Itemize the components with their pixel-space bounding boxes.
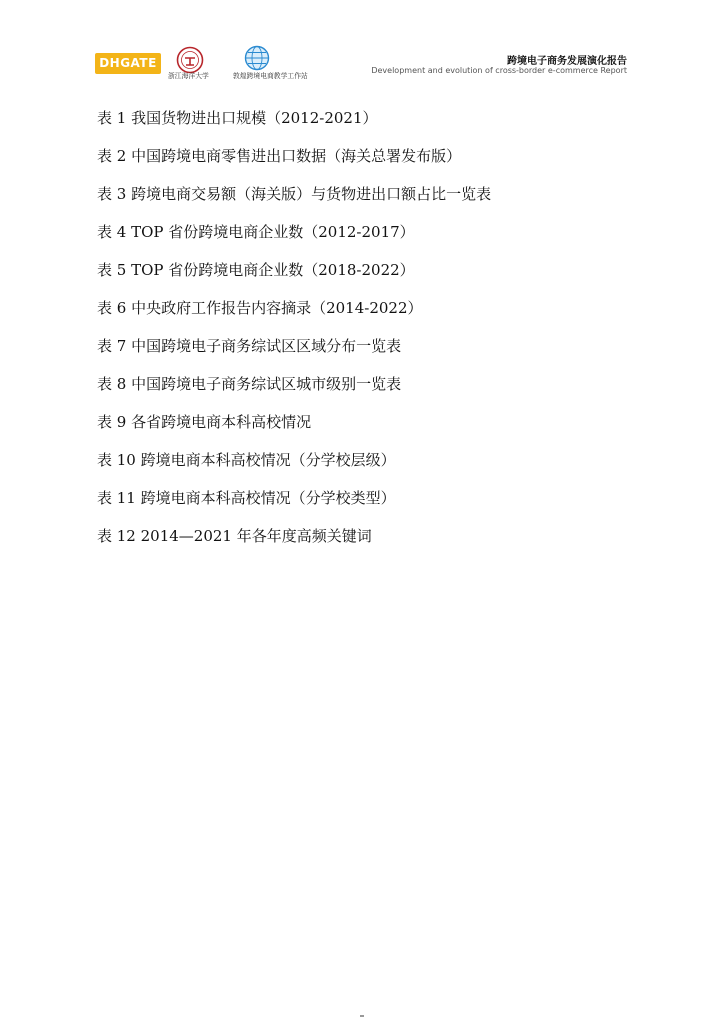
table-list-item: 表 7 中国跨境电子商务综试区区域分布一览表 [97,337,402,355]
table-list-item: 表 6 中央政府工作报告内容摘录（2014-2022） [97,299,423,317]
dhgate-logo-text: DHGATE [99,56,157,70]
institute-caption: 敦煌跨境电商教学工作站 [233,71,308,80]
table-list [97,100,657,556]
table-list-item: 表 11 跨境电商本科高校情况（分学校类型） [97,489,396,507]
page-header [0,0,724,82]
university-caption: 浙江海洋大学 [168,71,209,80]
table-list-item: 表 2 中国跨境电商零售进出口数据（海关总署发布版） [97,147,462,165]
table-list-item: 表 9 各省跨境电商本科高校情况 [97,413,312,431]
table-list-item: 表 4 TOP 省份跨境电商企业数（2012-2017） [97,223,415,241]
table-list-item: 表 12 2014—2021 年各年度高频关键词 [97,527,372,545]
report-title: 跨境电子商务发展演化报告 [507,56,627,67]
table-list-item: 表 5 TOP 省份跨境电商企业数（2018-2022） [97,261,415,279]
globe-logo-icon [244,45,270,71]
table-list-item: 表 8 中国跨境电子商务综试区城市级别一览表 [97,375,402,393]
dhgate-logo [95,53,161,74]
report-subtitle: Development and evolution of cross-border e-commerce Report [371,66,627,75]
table-list-item: 表 10 跨境电商本科高校情况（分学校层级） [97,451,396,469]
table-list-item: 表 3 跨境电商交易额（海关版）与货物进出口额占比一览表 [97,185,492,203]
table-list-item: 表 1 我国货物进出口规模（2012-2021） [97,109,378,127]
university-seal-icon [176,46,204,74]
page-number-mark [360,1015,364,1017]
